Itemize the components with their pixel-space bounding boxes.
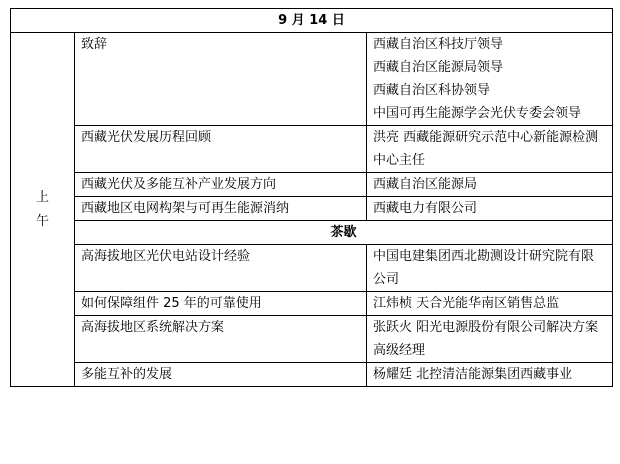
speaker-text: 中国电建集团西北勘测设计研究院有限公司 xyxy=(373,249,595,287)
table-row xyxy=(11,126,613,173)
speaker-text: 西藏自治区科协领导 xyxy=(373,83,491,98)
speaker-cell xyxy=(367,363,613,387)
topic-cell xyxy=(75,126,367,173)
table-row xyxy=(11,292,613,316)
speaker-cell xyxy=(367,197,613,221)
topic-cell xyxy=(75,292,367,316)
speaker-cell xyxy=(367,316,613,363)
date-header-row xyxy=(11,9,613,33)
period-char: 午 xyxy=(35,213,49,229)
topic-text: 西藏地区电网构架与可再生能源消纳 xyxy=(81,201,290,216)
topic-text: 如何保障组件 25 年的可靠使用 xyxy=(81,296,262,311)
table-row xyxy=(11,316,613,363)
break-row xyxy=(11,221,613,245)
period-cell xyxy=(11,33,75,387)
speaker-text: 洪亮 西藏能源研究示范中心新能源检测中心主任 xyxy=(373,130,599,168)
speaker-text: 西藏电力有限公司 xyxy=(373,201,478,216)
speaker-cell xyxy=(367,33,613,126)
topic-text: 西藏光伏及多能互补产业发展方向 xyxy=(81,177,277,192)
schedule-table xyxy=(10,8,613,387)
period-char: 上 xyxy=(35,189,49,205)
speaker-text: 西藏自治区能源局 xyxy=(373,177,478,192)
speaker-text: 西藏自治区能源局领导 xyxy=(373,60,504,75)
table-row xyxy=(11,173,613,197)
speaker-cell xyxy=(367,245,613,292)
speaker-cell xyxy=(367,292,613,316)
topic-text: 高海拔地区系统解决方案 xyxy=(81,320,225,335)
speaker-text: 张跃火 阳光电源股份有限公司解决方案高级经理 xyxy=(373,320,599,358)
topic-cell xyxy=(75,316,367,363)
topic-cell xyxy=(75,173,367,197)
topic-text: 致辞 xyxy=(81,37,108,52)
topic-cell xyxy=(75,363,367,387)
topic-text: 高海拔地区光伏电站设计经验 xyxy=(81,249,251,264)
table-row xyxy=(11,197,613,221)
topic-text: 西藏光伏发展历程回顾 xyxy=(81,130,212,145)
date-header: 9 月 14 日 xyxy=(11,9,613,33)
topic-text: 多能互补的发展 xyxy=(81,367,173,382)
speaker-text: 江炜桢 天合光能华南区销售总监 xyxy=(373,296,560,311)
speaker-text: 杨耀廷 北控清洁能源集团西藏事业 xyxy=(373,367,573,382)
speaker-text: 西藏自治区科技厅领导 xyxy=(373,37,504,52)
speaker-cell xyxy=(367,173,613,197)
speaker-cell xyxy=(367,126,613,173)
topic-cell xyxy=(75,245,367,292)
break-label: 茶歇 xyxy=(75,221,613,245)
table-row xyxy=(11,363,613,387)
topic-cell xyxy=(75,197,367,221)
table-row xyxy=(11,245,613,292)
topic-cell xyxy=(75,33,367,126)
speaker-text: 中国可再生能源学会光伏专委会领导 xyxy=(373,106,582,121)
table-row xyxy=(11,33,613,126)
